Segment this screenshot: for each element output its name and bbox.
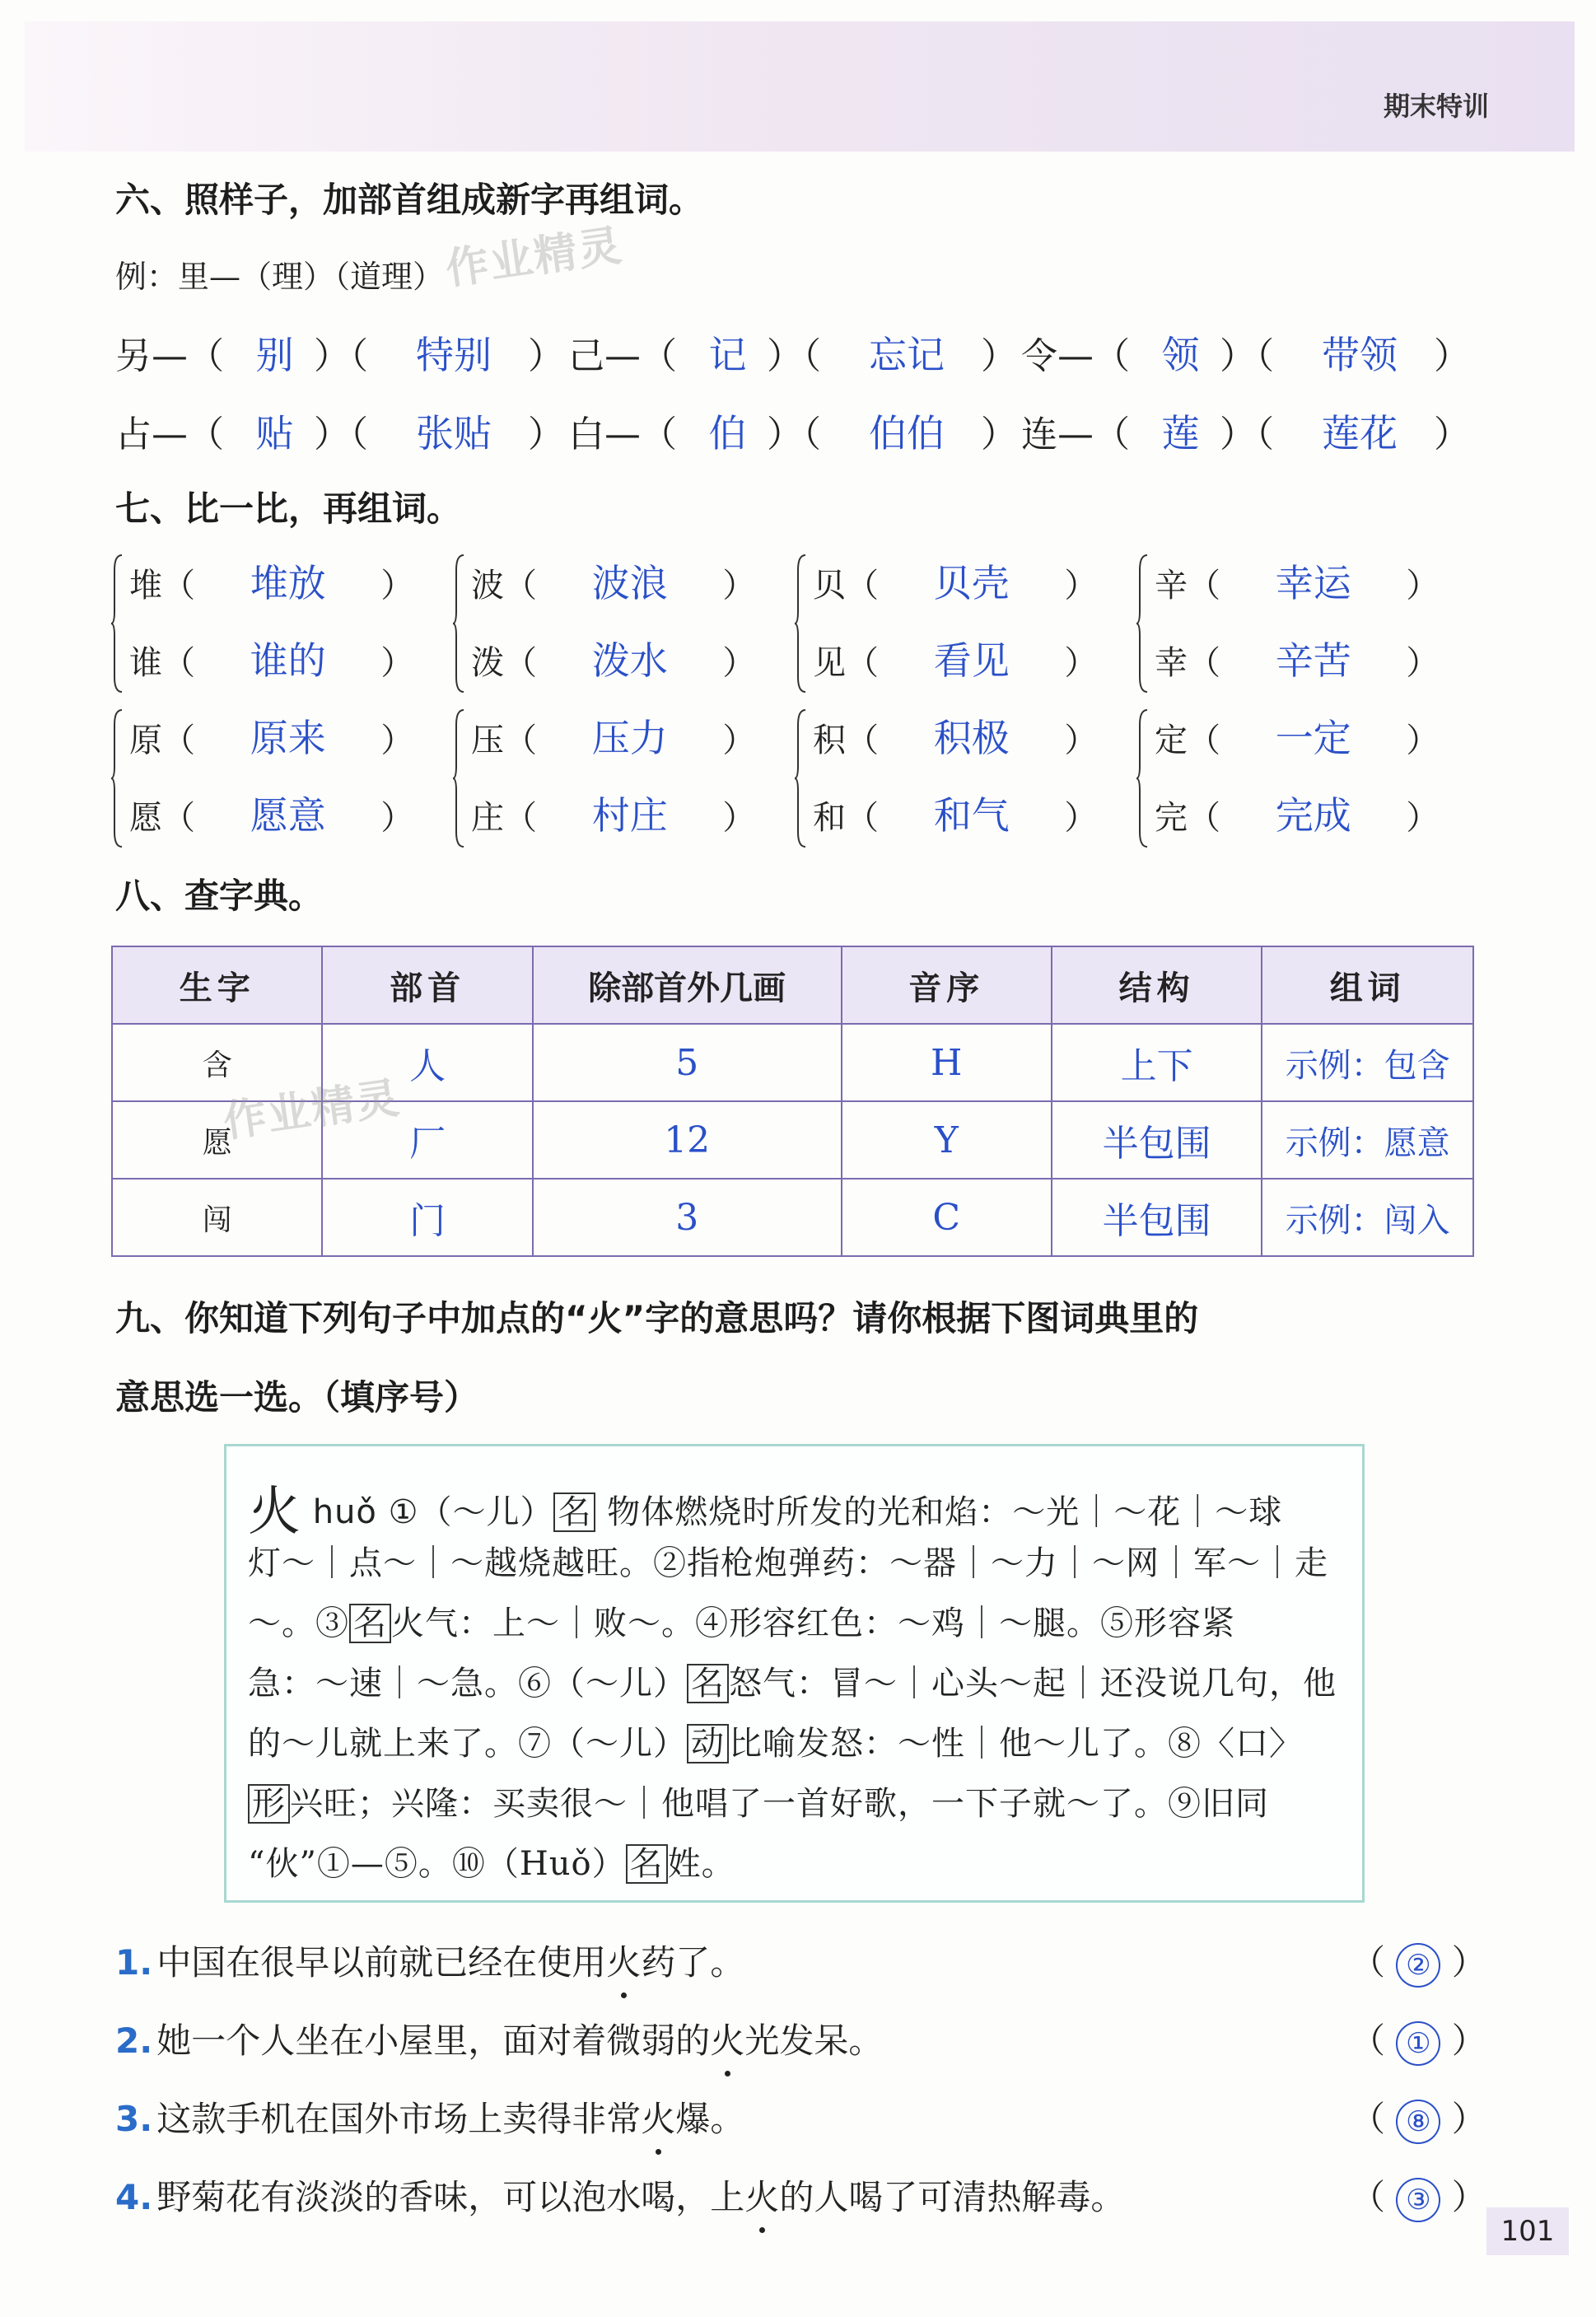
table-cell: 人 (322, 1024, 532, 1101)
dotted-char: 火 (606, 1936, 641, 1985)
dotted-char: 火 (641, 2092, 675, 2142)
question-item: 4. 野菊花有淡淡的香味，可以泡水喝，上火的人喝了可清热解毒。 (115, 2170, 1125, 2220)
brace-icon (111, 554, 123, 694)
q9-title-line1: 九、你知道下列句子中加点的“火”字的意思吗？请你根据下图词典里的 (115, 1298, 1199, 1338)
watermark: 作业精灵 (442, 221, 626, 295)
q6-answer-word: 忘记 (869, 333, 945, 377)
q6-base: 白—（ (568, 413, 677, 455)
table-cell: 3 (533, 1179, 842, 1256)
dotted-char: 火 (744, 2170, 779, 2220)
q6-item: 令—（ 领 ）（ 带领 ） (1021, 325, 1470, 380)
q7-answer: 村庄 (591, 793, 668, 838)
table-cell: 上下 (1052, 1024, 1262, 1101)
column-header: 音序 (842, 946, 1052, 1024)
q7-pair: 定（ 一定 ） 完（ 完成 ） (1136, 708, 1449, 857)
table-cell: 5 (533, 1024, 842, 1101)
brace-icon (111, 708, 123, 848)
dictionary-entry-box (224, 1444, 1365, 1903)
q7-answer: 堆放 (250, 561, 326, 605)
q7-answer: 愿意 (250, 793, 326, 838)
watermark: 作业精灵 (220, 1073, 404, 1147)
q7-answer: 幸运 (1275, 561, 1351, 605)
question-item: 1. 中国在很早以前就已经在使用火药了。 (115, 1936, 744, 1985)
q7-answer: 原来 (250, 716, 326, 760)
dict-line: 的～儿就上来了。⑦（～儿） 动 比喻发怒：～性｜他～儿了。⑧〈口〉 (248, 1725, 1303, 1763)
q7-pair: 贝（ 贝壳 ） 见（ 看见 ） (795, 554, 1108, 702)
q7-pair: 原（ 原来 ） 愿（ 愿意 ） (111, 708, 424, 857)
answer-slot: （ ① ） (1351, 2014, 1486, 2066)
table-cell: 半包围 (1052, 1179, 1262, 1256)
q7-answer: 看见 (933, 638, 1010, 683)
dict-head-char: 火 (248, 1482, 301, 1543)
q6-item: 己—（ 记 ）（ 忘记 ） (568, 325, 1017, 380)
q9-title-line2: 意思选一选。（填序号） (115, 1377, 479, 1418)
q7-answer: 谁的 (250, 638, 326, 683)
table-cell: 含 (112, 1024, 322, 1101)
section-title-header: 期末特训 (1383, 91, 1489, 122)
dict-line: ～。③ 名 火气：上～｜败～。④形容红色：～鸡｜～腿。⑤形容紧 (248, 1605, 1235, 1642)
question-item: 3. 这款手机在国外市场上卖得非常火爆。 (115, 2092, 744, 2142)
q6-item: 连—（ 莲 ）（ 莲花 ） (1021, 404, 1470, 458)
q6-answer-char: 贴 (255, 411, 294, 455)
column-header: 生字 (112, 946, 322, 1024)
column-header: 结构 (1052, 946, 1262, 1024)
q7-title: 七、比一比，再组词。 (115, 488, 462, 529)
answer-circle: ① (1396, 2021, 1440, 2066)
q6-example: 例：里—（理）（道理） (115, 259, 445, 295)
q7-answer: 波浪 (591, 561, 668, 605)
answer-slot: （ ③ ） (1351, 2170, 1486, 2222)
q6-item: 另—（ 别 ）（ 特别 ） (115, 325, 564, 380)
dotted-char: 火 (710, 2014, 744, 2063)
q7-answer: 贝壳 (933, 561, 1010, 605)
q6-base: 占—（ (115, 413, 224, 455)
part-of-speech-tag: 名 (349, 1604, 391, 1643)
q7-answer: 辛苦 (1275, 638, 1351, 683)
q7-answer: 一定 (1275, 716, 1351, 760)
q6-answer-char: 记 (708, 333, 747, 377)
q7-answer: 和气 (933, 793, 1010, 838)
dict-line: 火 huǒ ①（～儿） 名 物体燃烧时所发的光和焰：～光｜～花｜～球 (248, 1482, 1283, 1543)
q7-pair: 压（ 压力 ） 庄（ 村庄 ） (453, 708, 766, 857)
q6-item: 占—（ 贴 ）（ 张贴 ） (115, 404, 564, 458)
q7-pair: 积（ 积极 ） 和（ 和气 ） (795, 708, 1108, 857)
dict-line: “伙”①—⑤。⑩（Huǒ） 名 姓。 (248, 1845, 735, 1883)
part-of-speech-tag: 动 (687, 1724, 729, 1763)
table-cell: 示例：愿意 (1262, 1101, 1473, 1179)
part-of-speech-tag: 名 (553, 1493, 595, 1532)
q6-answer-word: 伯伯 (869, 411, 945, 455)
q6-answer-word: 莲花 (1322, 411, 1398, 455)
page-number: 101 (1486, 2207, 1569, 2255)
brace-icon (795, 554, 806, 694)
part-of-speech-tag: 名 (687, 1664, 729, 1703)
column-header: 部首 (322, 946, 532, 1024)
table-cell: C (842, 1179, 1052, 1256)
q6-answer-word: 张贴 (416, 411, 492, 455)
column-header: 组词 (1262, 946, 1473, 1024)
brace-icon (1136, 708, 1148, 848)
answer-circle: ③ (1396, 2178, 1440, 2222)
answer-circle: ⑧ (1396, 2100, 1440, 2144)
q7-answer: 压力 (591, 716, 668, 760)
table-cell: H (842, 1024, 1052, 1101)
q6-item: 白—（ 伯 ）（ 伯伯 ） (568, 404, 1017, 458)
q6-answer-char: 领 (1161, 333, 1200, 377)
q6-base: 令—（ (1021, 335, 1130, 377)
q6-answer-char: 别 (255, 333, 294, 377)
q7-answer: 完成 (1275, 793, 1351, 838)
table-cell: 半包围 (1052, 1101, 1262, 1179)
brace-icon (1136, 554, 1148, 694)
brace-icon (795, 708, 806, 848)
q6-base: 另—（ (115, 335, 224, 377)
answer-circle: ② (1396, 1943, 1440, 1988)
q6-answer-char: 伯 (708, 411, 747, 455)
question-item: 2. 她一个人坐在小屋里，面对着微弱的火光发呆。 (115, 2014, 883, 2063)
table-cell: 示例：闯入 (1262, 1179, 1473, 1256)
answer-slot: （ ⑧ ） (1351, 2092, 1486, 2144)
q7-answer: 积极 (933, 716, 1010, 760)
header-banner (25, 21, 1575, 152)
q8-title: 八、查字典。 (115, 876, 324, 916)
q7-answer: 泼水 (591, 638, 668, 683)
q6-base: 己—（ (568, 335, 677, 377)
q7-pair: 辛（ 幸运 ） 幸（ 辛苦 ） (1136, 554, 1449, 702)
part-of-speech-tag: 名 (626, 1844, 668, 1884)
table-row (112, 1179, 1473, 1256)
dict-line: 灯～｜点～｜～越烧越旺。②指枪炮弹药：～器｜～力｜～网｜军～｜走 (248, 1544, 1328, 1582)
dict-line: 形 兴旺；兴隆：买卖很～｜他唱了一首好歌，一下子就～了。⑨旧同 (248, 1777, 1269, 1824)
q7-pair: 波（ 波浪 ） 泼（ 泼水 ） (453, 554, 766, 702)
table-cell: 闯 (112, 1179, 322, 1256)
q6-base: 连—（ (1021, 413, 1130, 455)
q6-answer-char: 莲 (1161, 411, 1200, 455)
table-cell: 示例：包含 (1262, 1024, 1473, 1101)
column-header: 除部首外几画 (533, 946, 842, 1024)
table-header-row (112, 946, 1473, 1024)
q6-answer-word: 特别 (416, 333, 492, 377)
answer-slot: （ ② ） (1351, 1936, 1486, 1988)
q7-pair: 堆（ 堆放 ） 谁（ 谁的 ） (111, 554, 424, 702)
table-cell: 厂 (322, 1101, 532, 1179)
table-cell: 门 (322, 1179, 532, 1256)
brace-icon (453, 708, 464, 848)
q6-answer-word: 带领 (1322, 333, 1398, 377)
table-cell: 12 (533, 1101, 842, 1179)
brace-icon (453, 554, 464, 694)
q6-title: 六、照样子，加部首组成新字再组词。 (115, 180, 704, 220)
table-cell: 愿 (112, 1101, 322, 1179)
part-of-speech-tag: 形 (248, 1784, 290, 1824)
dict-line: 急：～速｜～急。⑥（～儿） 名 怒气：冒～｜心头～起｜还没说几句，他 (248, 1665, 1337, 1703)
table-cell: Y (842, 1101, 1052, 1179)
